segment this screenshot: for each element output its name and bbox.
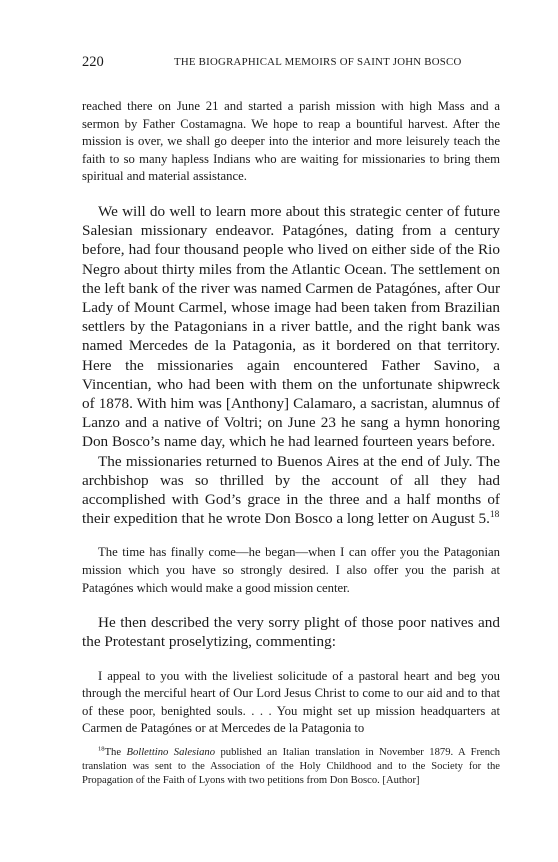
footnote-reference: 18 (489, 510, 500, 521)
quoted-appeal-paragraph: I appeal to you with the liveliest solicitude of a pastoral heart and beg you through the merciful heart of Our Lord Jesus Christ to come to our aid and to that of these poor, benighted souls. . . . You might set up mission headquarters at Carmen de Patagónes or at Mercedes de la Patagonia to (82, 668, 500, 736)
body-paragraph-plight: He then described the very sorry plight of those poor natives and the Protestant proselytizing, commenting: (82, 614, 500, 651)
page-number: 220 (82, 54, 104, 70)
footnote-marker: 18 (98, 745, 105, 753)
footnote-lead: The (104, 746, 127, 758)
body-paragraph-return-text: The missionaries returned to Buenos Aires at the end of July. The archbishop was so thrilled by the account of all they had accomplished with God’s grace in the three and a half months of their expedition that he wrote Don Bosco a long letter on August 5. (82, 452, 500, 528)
book-page (82, 54, 500, 788)
running-head: THE BIOGRAPHICAL MEMOIRS OF SAINT JOHN BOSCO (174, 56, 462, 68)
footnote (82, 746, 500, 788)
quoted-letter-paragraph: The time has finally come—he began—when I can offer you the Patagonian mission which you have so strongly desired. I also offer you the parish at Patagónes which would make a good mission center. (82, 545, 500, 595)
body-paragraph-return (82, 452, 500, 529)
footnote-text: published an Italian translation in November 1879. A French translation was sent to the Association of the Holy Childhood and to the Society for the Propagation of the Faith of Lyons with two petitions from Don Bosco. [Author] (82, 746, 501, 786)
page-header (82, 54, 500, 76)
body-paragraph-patagones: We will do well to learn more about this strategic center of future Salesian missionary endeavor. Patagónes, dating from a century before, had four thousand people who lived on either side of the Rio Negro about thirty miles from the Atlantic Ocean. The settlement on the left bank of the river was named Carmen de Patagónes, after Our Lady of Mount Carmel, whose image had been taken from Brazilian settlers by the Patagonians in a river battle, and the right bank was named Mercedes de la Patagonia, as it bordered on that territory. Here the missionaries again encountered Father Savino, a Vincentian, who had been with them on the unfortunate shipwreck of 1878. With him was [Anthony] Calamaro, a sacristan, alumnus of Lanzo and a native of Voltri; on June 23 he sang a hymn honoring Don Bosco’s name day, which he had learned fourteen years before. (82, 202, 500, 451)
letter-excerpt-paragraph: reached there on June 21 and started a parish mission with high Mass and a sermon by Father Costamagna. We hope to reap a bountiful harvest. After the mission is over, we shall go deeper into the interior and more leisurely teach the faith to so many hapless Indians who are waiting for missionaries to bring them spiritual and material assistance. (82, 99, 500, 184)
footnote-publication-title: Bollettino Salesiano (126, 746, 215, 758)
